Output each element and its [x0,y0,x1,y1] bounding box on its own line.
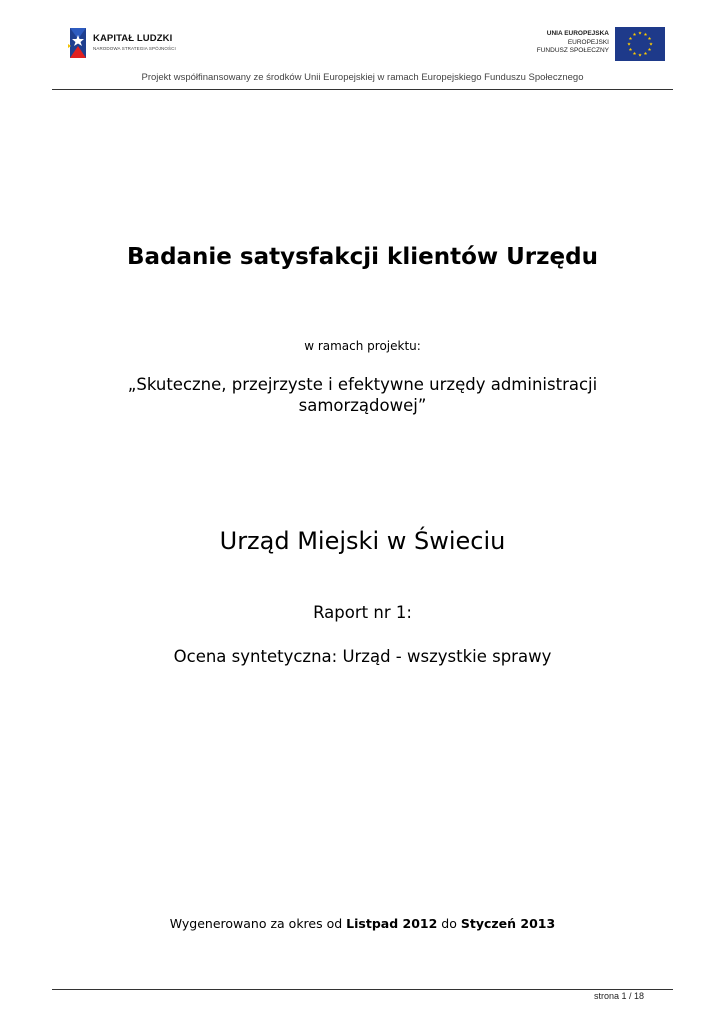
kapital-ludzki-logo-icon [68,26,88,60]
project-name: „Skuteczne, przejrzyste i efektywne urzędy administracji samorządowej” [127,375,598,415]
footer-divider [52,989,673,990]
generated-from: Listpad 2012 [346,916,438,931]
page-header [52,20,673,90]
kapital-ludzki-subtitle: NARODOWA STRATEGIA SPÓJNOŚCI [93,46,176,51]
generated-connector: do [441,916,457,931]
report-description: Ocena syntetyczna: Urząd - wszystkie sprawy [173,647,552,666]
generated-prefix: Wygenerowano za okres od [169,916,343,931]
header-divider [52,89,673,90]
eu-line-1: UNIA EUROPEJSKA [546,30,609,37]
kapital-ludzki-logo [68,26,188,62]
office-name: Urząd Miejski w Świeciu [219,527,506,555]
eu-line-3: FUNDUSZ SPOŁECZNY [536,47,609,54]
kapital-ludzki-title: KAPITAŁ LUDZKI [93,33,173,44]
report-number: Raport nr 1: [313,603,412,622]
eu-logo-text [537,30,609,56]
eu-line-2: EUROPEJSKI [567,38,609,46]
page-number: strona 1 / 18 [594,991,645,1001]
generated-to: Styczeń 2013 [460,916,556,931]
generated-period [0,916,725,931]
eu-flag-icon [615,27,665,61]
subtitle-label: w ramach projektu: [304,339,421,353]
document-title: Badanie satysfakcji klientów Urzędu [127,244,598,270]
cofinancing-note: Projekt współfinansowany ze środków Unii Europejskiej w ramach Europejskiego Funduszu Społecznego [141,72,584,83]
